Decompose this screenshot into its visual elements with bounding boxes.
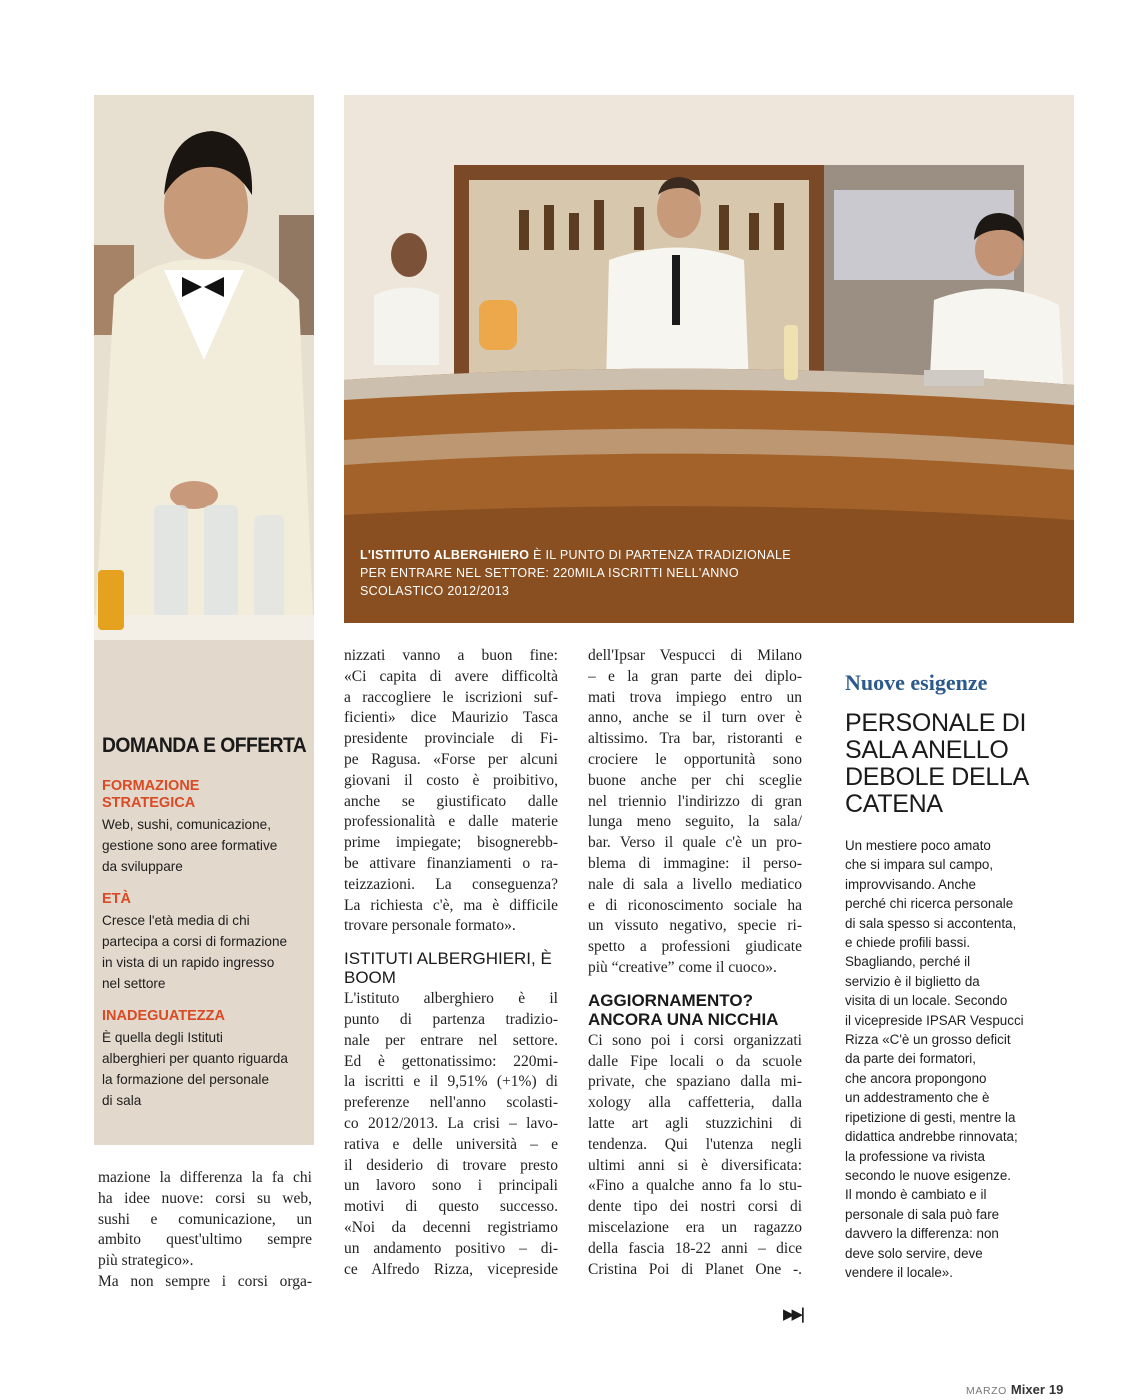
text-line: vendere il locale». bbox=[845, 1264, 953, 1280]
sidebar-box-domanda-offerta bbox=[94, 640, 314, 1145]
text-line: anche se giustificato dalle bbox=[344, 792, 558, 810]
text-line: motivi di questo successo. bbox=[344, 1198, 558, 1216]
text-line: – e la gran parte dei diplo- bbox=[588, 667, 802, 685]
sidebar-item-formazione bbox=[102, 778, 308, 877]
caption-text: È IL PUNTO DI PARTENZA TRADIZIONALE PER ENTRARE NEL SETTORE: 220MILA ISCRITTI NELL'ANNO SCOLASTICO 2012/2013 bbox=[360, 548, 791, 598]
text-line: Cristina Poi di Planet One -. bbox=[588, 1260, 802, 1278]
text-line: altissimo. Tra bar, ristoranti e bbox=[588, 730, 802, 748]
text-line: Il mondo è cambiato e il bbox=[845, 1187, 987, 1203]
sidebar-text-line: alberghieri per quanto riguarda bbox=[102, 1051, 288, 1066]
page-number: 19 bbox=[1048, 1382, 1064, 1397]
text-line: di sala spesso si accontenta, bbox=[845, 915, 1017, 931]
sidebar-text-line: da sviluppare bbox=[102, 859, 183, 874]
text-line: e di riconoscimento sociale ha bbox=[588, 896, 802, 914]
text-line: trovare personale formato». bbox=[344, 917, 516, 935]
sidebar-title: DOMANDA E OFFERTA bbox=[102, 734, 307, 757]
text-line: La richiesta c'è, ma è difficile bbox=[344, 896, 558, 914]
text-line: un lavoro sono i principali bbox=[344, 1177, 558, 1195]
text-line: della fascia 18-22 anni – dice bbox=[588, 1239, 802, 1257]
sidebar-content bbox=[102, 734, 308, 1125]
heading-line: AGGIORNAMENTO? bbox=[588, 990, 753, 1010]
sidebar-text-line: È quella degli Istituti bbox=[102, 1030, 223, 1045]
text-line: tendenza. Qui l'utenza negli bbox=[588, 1135, 802, 1153]
text-line: blema di immagine: il perso- bbox=[588, 854, 802, 872]
text-line: Un mestiere poco amato bbox=[845, 838, 991, 853]
sidebar-text-line: gestione sono aree formative bbox=[102, 838, 278, 853]
text-line: da parte dei formatori, bbox=[845, 1051, 976, 1067]
heading-line: ANCORA UNA NICCHIA bbox=[588, 1009, 779, 1029]
sidebar-item-text bbox=[102, 1027, 308, 1111]
sidebar-item-head bbox=[102, 1008, 308, 1025]
photo-caption bbox=[360, 546, 800, 600]
text-line: sushi e comunicazione, un bbox=[98, 1210, 312, 1228]
title-line: DEBOLE DELLA bbox=[845, 763, 1029, 791]
text-line: rativa e delle università – e bbox=[344, 1135, 558, 1153]
text-line: giovani il costo è proibitivo, bbox=[344, 771, 558, 789]
text-line: improvvisando. Anche bbox=[845, 876, 977, 892]
text-line: bar. Verso il quale c'è un pro- bbox=[588, 834, 802, 852]
text-line: «Ci capita di avere difficoltà bbox=[344, 667, 558, 685]
sidebar-head-line: FORMAZIONE bbox=[102, 778, 200, 794]
text-line: professionalità e dalle materie bbox=[344, 813, 558, 831]
text-line: crociere le opportunità sono bbox=[588, 750, 802, 768]
photo-waiter-glasses bbox=[94, 95, 314, 640]
text-line: che si impara sul campo, bbox=[845, 857, 994, 873]
title-line: PERSONALE DI bbox=[845, 709, 1027, 737]
text-line: nale di sala a livello mediatico bbox=[588, 875, 802, 893]
text-line: presidente provinciale di Fi- bbox=[344, 730, 558, 748]
right-kicker: Nuove esigenze bbox=[845, 670, 988, 695]
text-line: più strategico». bbox=[98, 1252, 194, 1270]
text-line: mati trova impiego entro un bbox=[588, 688, 802, 706]
text-line: dell'Ipsar Vespucci di Milano bbox=[588, 647, 802, 664]
sidebar-text-line: partecipa a corsi di formazione bbox=[102, 934, 288, 949]
text-line: anno, anche se il turn over è bbox=[588, 709, 802, 727]
photo-waiter-illustration bbox=[94, 95, 314, 640]
text-line: deve solo servire, deve bbox=[845, 1245, 983, 1261]
text-line: lunga meno seguito, la sala/ bbox=[588, 813, 802, 831]
sidebar-item-head bbox=[102, 891, 308, 908]
right-title bbox=[845, 710, 1075, 818]
text-line: xology alla caffetteria, dalla bbox=[588, 1094, 802, 1112]
text-line: davvero la differenza: non bbox=[845, 1226, 999, 1242]
text-line: che ancora propongono bbox=[845, 1070, 987, 1086]
sidebar-item-text bbox=[102, 910, 308, 994]
right-body-text bbox=[845, 836, 1075, 1282]
text-line: preferenze nell'anno scolasti- bbox=[344, 1094, 558, 1112]
text-line: ambito quest'ultimo sempre bbox=[98, 1231, 312, 1249]
sidebar-text-line: nel settore bbox=[102, 976, 166, 991]
text-line: ce Alfredo Rizza, vicepreside bbox=[344, 1260, 558, 1278]
text-line: miscelazione era un ragazzo bbox=[588, 1218, 802, 1236]
text-line: il vicepreside IPSAR Vespucci bbox=[845, 1012, 1024, 1028]
photo-bar-illustration bbox=[344, 95, 1074, 623]
text-line: spetto a professioni giudicate bbox=[588, 938, 802, 956]
sidebar-item-text bbox=[102, 814, 308, 877]
text-line: co 2012/2013. La crisi – lavo- bbox=[344, 1114, 558, 1132]
text-line: L'istituto alberghiero è il bbox=[344, 990, 558, 1008]
text-line: la iscritti e il 9,51% (+1%) di bbox=[344, 1073, 558, 1091]
sidebar-head-line: INADEGUATEZZA bbox=[102, 1008, 225, 1024]
text-line: il desiderio di trovare presto bbox=[344, 1156, 558, 1174]
text-line: ultimi anni si è diversificata: bbox=[588, 1156, 802, 1174]
text-line: «Fino a qualche anno fa lo stu- bbox=[588, 1177, 802, 1195]
text-line: più “creative” come il cuoco». bbox=[588, 958, 777, 976]
text-line: servizio è il biglietto da bbox=[845, 973, 980, 989]
text-line: Ed è gettonatissimo: 220mi- bbox=[344, 1052, 558, 1070]
section-heading-aggiornamento bbox=[588, 991, 802, 1029]
sidebar-item-head bbox=[102, 778, 308, 812]
folio-month: MARZO bbox=[966, 1385, 1007, 1397]
text-line: be attivare finanziamenti o ra- bbox=[344, 854, 558, 872]
text-line: ha idee nuove: corsi su web, bbox=[98, 1189, 312, 1207]
text-line: ripetizione di gesti, mentre la bbox=[845, 1109, 1016, 1125]
sidebar-text-line: Web, sushi, comunicazione, bbox=[102, 817, 271, 832]
text-line: nale per entrare nel settore. bbox=[344, 1031, 558, 1049]
sidebar-text-line: di sala bbox=[102, 1093, 142, 1108]
text-line: ficienti» dice Maurizio Tasca bbox=[344, 709, 558, 727]
folio-magazine: Mixer bbox=[1010, 1382, 1045, 1397]
body-column-2 bbox=[344, 646, 558, 1280]
text-line: mazione la differenza la fa chi bbox=[98, 1169, 312, 1186]
text-line: nizzati vanno a buon fine: bbox=[344, 647, 558, 664]
sidebar-head-line: STRATEGICA bbox=[102, 795, 196, 811]
text-line: Ma non sempre i corsi orga- bbox=[98, 1272, 312, 1290]
continue-arrow-icon: ▶▶| bbox=[783, 1305, 803, 1323]
sidebar-text-line: Cresce l'età media di chi bbox=[102, 913, 250, 928]
text-line: Rizza «C'è un grosso deficit bbox=[845, 1032, 1011, 1048]
text-line: Sbagliando, perché il bbox=[845, 954, 971, 970]
text-line: perché chi ricerca personale bbox=[845, 896, 1014, 912]
caption-lead: L'ISTITUTO ALBERGHIERO bbox=[360, 548, 530, 562]
text-line: e chiede profili bassi. bbox=[845, 935, 971, 951]
text-line: un vissuto negativo, specie ri- bbox=[588, 917, 802, 935]
text-line: «Noi da decenni registriamo bbox=[344, 1218, 558, 1236]
body-column-1 bbox=[98, 1168, 312, 1293]
text-line: latte art agli stuzzichini di bbox=[588, 1114, 802, 1132]
text-line: prime impiegate; bisognerebb- bbox=[344, 834, 558, 852]
sidebar-item-inadeguatezza bbox=[102, 1008, 308, 1111]
page-folio bbox=[966, 1381, 1063, 1399]
text-line: visita di un locale. Secondo bbox=[845, 993, 1008, 1009]
text-line: teizzazioni. La conseguenza? bbox=[344, 875, 558, 893]
text-line: un andamento positivo – di- bbox=[344, 1239, 558, 1257]
text-line: un addestramento che è bbox=[845, 1090, 990, 1106]
heading-line: ISTITUTI ALBERGHIERI, È bbox=[344, 949, 552, 969]
text-line: nel triennio l'indirizzo di gran bbox=[588, 792, 802, 810]
title-line: SALA ANELLO bbox=[845, 736, 1009, 764]
body-column-3 bbox=[588, 646, 802, 1280]
sidebar-text-line: la formazione del personale bbox=[102, 1072, 270, 1087]
text-line: la professione va rivista bbox=[845, 1148, 985, 1164]
sidebar-item-eta bbox=[102, 891, 308, 994]
title-line: CATENA bbox=[845, 790, 943, 818]
section-heading-istituti bbox=[344, 949, 558, 987]
sidebar-text-line: in vista di un rapido ingresso bbox=[102, 955, 275, 970]
text-line: secondo le nuove esigenze. bbox=[845, 1167, 1012, 1183]
text-line: pe Ragusa. «Forse per alcuni bbox=[344, 750, 558, 768]
text-line: buone anche per chi sceglie bbox=[588, 771, 802, 789]
photo-hotel-school-bar bbox=[344, 95, 1074, 623]
text-line: a raccogliere le iscrizioni suf- bbox=[344, 688, 558, 706]
text-line: Ci sono poi i corsi organizzati bbox=[588, 1031, 802, 1049]
heading-line: BOOM bbox=[344, 968, 396, 988]
text-line: private, che spaziano dalla mi- bbox=[588, 1073, 802, 1091]
text-line: didattica andrebbe rinnovata; bbox=[845, 1129, 1018, 1145]
sidebar-head-line: ETÀ bbox=[102, 891, 131, 907]
text-line: dalle Fipe locali o da scuole bbox=[588, 1052, 802, 1070]
text-line: personale di sala può fare bbox=[845, 1206, 1000, 1222]
text-line: dente tipo dei nostri corsi di bbox=[588, 1198, 802, 1216]
text-line: punto di partenza tradizio- bbox=[344, 1010, 558, 1028]
